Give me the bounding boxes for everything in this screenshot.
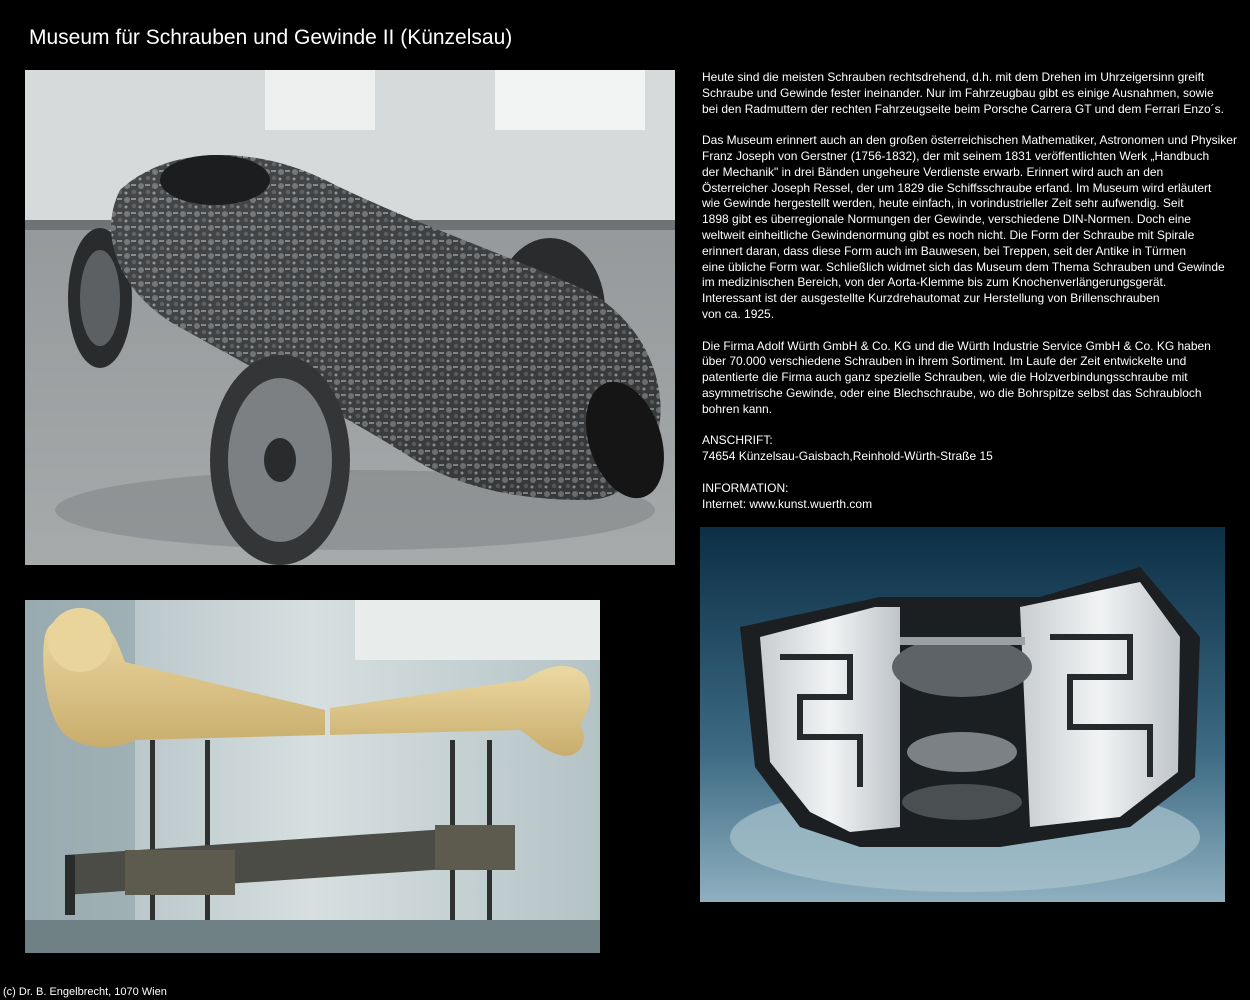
text-line: eine übliche Form war. Schließlich widmet sich das Museum dem Thema Schrauben und Gewinde	[702, 259, 1225, 274]
text-line: Österreicher Joseph Ressel, der um 1829 die Schiffsschraube erfand. Im Museum wird erläutert	[702, 180, 1212, 195]
website-link[interactable]: Internet: www.kunst.wuerth.com	[702, 496, 873, 511]
race-car-sculpture-photo	[25, 70, 675, 565]
text-line: Franz Joseph von Gerstner (1756-1832), der mit seinem 1831 veröffentlichten Werk „Handbuch	[702, 148, 1210, 163]
paragraph-screw-direction	[702, 70, 1230, 117]
thread-cross-section-photo	[700, 527, 1225, 902]
information-label: INFORMATION:	[702, 480, 789, 495]
text-line: Schraube und Gewinde fester ineinander. Nur im Fahrzeugbau gibt es einige Ausnahmen, sowie	[702, 85, 1214, 100]
text-line: Das Museum erinnert auch an den großen österreichischen Mathematiker, Astronomen und Physiker	[702, 133, 1237, 148]
text-line: Die Firma Adolf Würth GmbH & Co. KG und die Würth Industrie Service GmbH & Co. KG haben	[702, 338, 1211, 353]
text-line: bei den Radmuttern der rechten Fahrzeugseite beim Porsche Carrera GT und dem Ferrari Enzo´s.	[702, 101, 1225, 116]
text-line: 1898 gibt es überregionale Normungen der Gewinde, verschiedene DIN-Normen. Doch eine	[702, 212, 1191, 227]
text-line: der Mechanik" in drei Bänden ungeheure Verdienste erwarb. Erinnert wird auch an den	[702, 164, 1164, 179]
text-line: erinnert daran, dass diese Form auch im Bauwesen, bei Treppen, seit der Antike in Türmen	[702, 243, 1187, 258]
paragraph-museum-history	[702, 133, 1237, 323]
text-line: Interessant ist der ausgestellte Kurzdrehautomat zur Herstellung von Brillenschrauben	[702, 291, 1160, 306]
text-line: patentierte die Firma auch ganz spezielle Schrauben, wie die Holzverbindungsschraube mit	[702, 370, 1188, 385]
paragraph-wuerth-company	[702, 339, 1230, 418]
address-value: 74654 Künzelsau-Gaisbach,Reinhold-Würth-Straße 15	[702, 449, 993, 464]
text-line: asymmetrische Gewinde, oder eine Blechschraube, wo die Bohrspitze selbst das Schraubloch	[702, 385, 1202, 400]
description-text	[702, 70, 1237, 528]
copyright-footer: (c) Dr. B. Engelbrecht, 1070 Wien	[3, 986, 167, 998]
page-title: Museum für Schrauben und Gewinde II (Künzelsau)	[29, 26, 513, 49]
text-line: im medizinischen Bereich, von der Aorta-Klemme bis zum Knochenverlängerungsgerät.	[702, 275, 1167, 290]
address-label: ANSCHRIFT:	[702, 433, 773, 448]
address-section	[702, 433, 1230, 465]
text-line: über 70.000 verschiedene Schrauben in ihrem Sortiment. Im Laufe der Zeit entwickelte und	[702, 354, 1187, 369]
information-section	[702, 481, 1230, 513]
text-line: wie Gewinde hergestellt werden, heute einfach, in vorindustrieller Zeit sehr aufwendig. Seit	[702, 196, 1184, 211]
text-line: von ca. 1925.	[702, 306, 775, 321]
text-line: weltweit einheitliche Gewindenormung gibt es noch nicht. Die Form der Schraube mit Spirale	[702, 227, 1195, 242]
text-line: Heute sind die meisten Schrauben rechtsdrehend, d.h. mit dem Drehen im Uhrzeigersinn greift	[702, 70, 1205, 84]
text-line: bohren kann.	[702, 401, 773, 416]
bone-fixator-photo	[25, 600, 600, 953]
